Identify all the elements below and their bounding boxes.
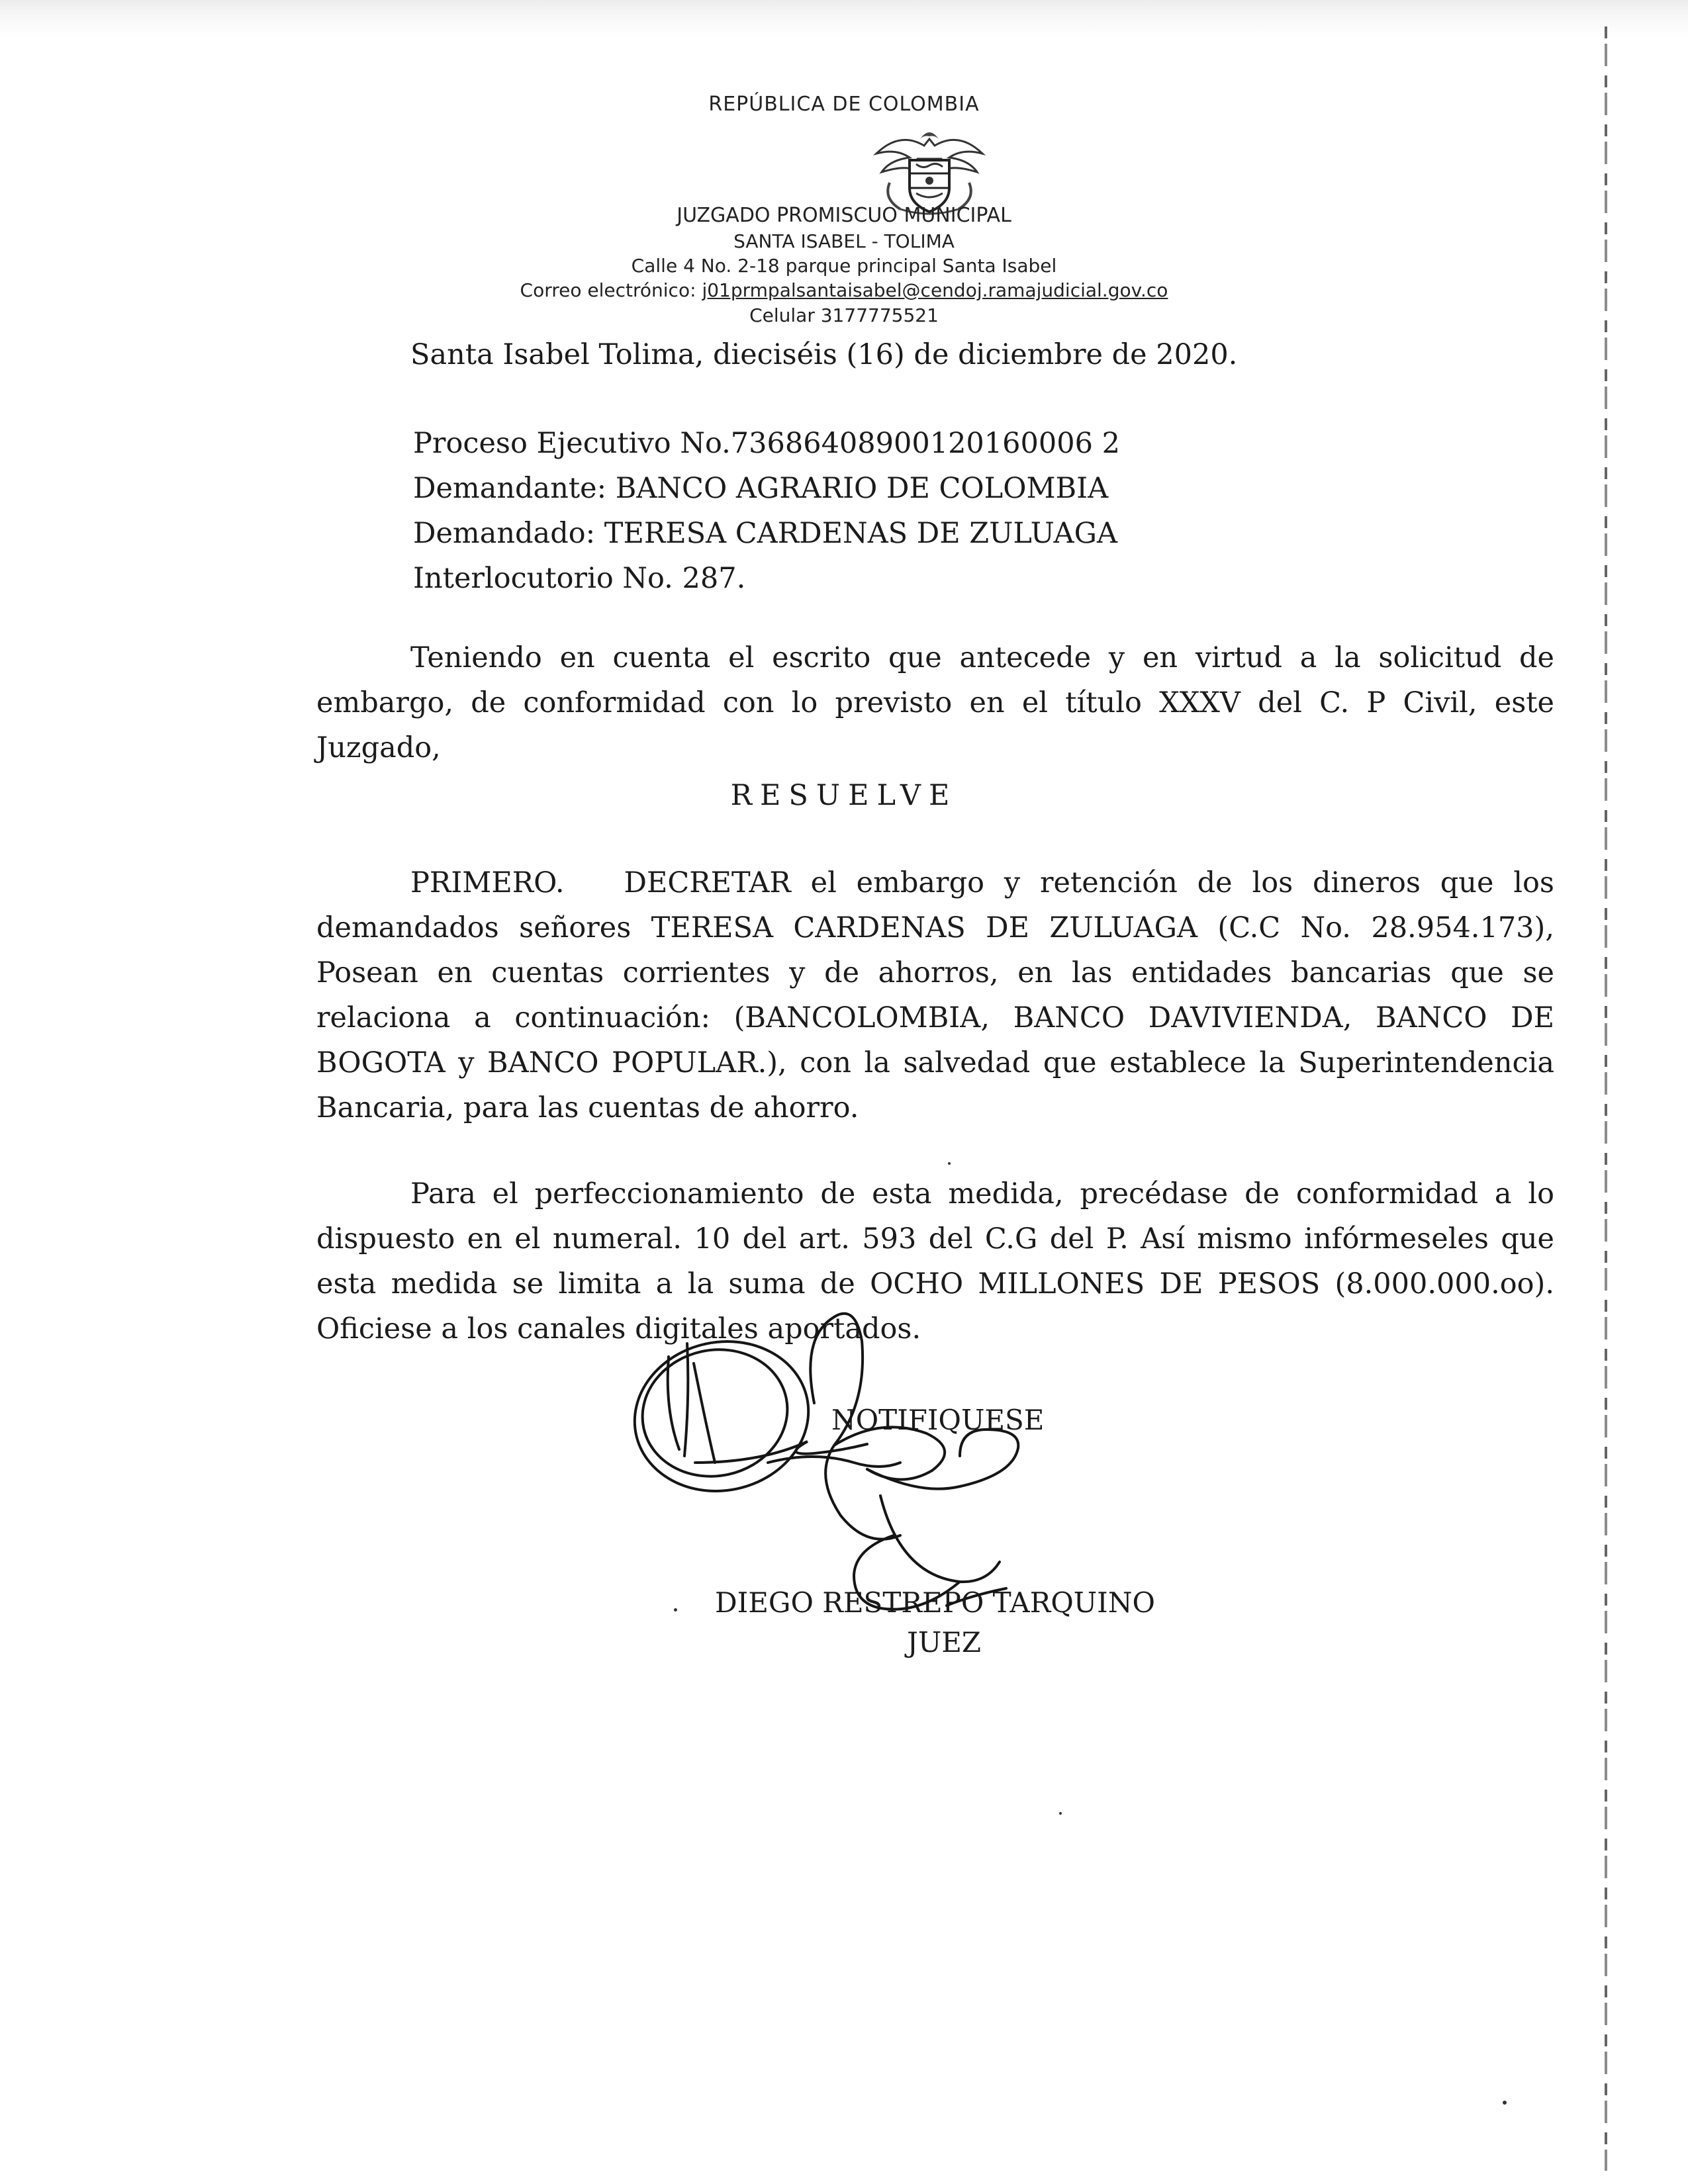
process-number: Proceso Ejecutivo No.73686408900120160006 2: [413, 427, 1120, 460]
first-resolution: [316, 860, 1554, 1130]
second-text: Para el perfeccionamiento de esta medida, precédase de conformidad a lo dispuesto en el numeral. 10 del art. 593 del C.G del P. Así mismo infórmeseles que esta medida se limita a la suma de OCHO MILLONES DE PESOS (8.000.000.oo). Oficiese a los canales digitales aportados.: [316, 1177, 1554, 1345]
scan-speck: [674, 1608, 677, 1612]
scan-speck: [1503, 2101, 1507, 2105]
handwritten-signature: [616, 1297, 1092, 1668]
case-details: [413, 421, 1120, 601]
court-email-line: [0, 279, 1688, 301]
republic-label: REPÚBLICA DE COLOMBIA: [708, 93, 980, 116]
court-phone: Celular 3177775521: [749, 304, 939, 326]
intro-paragraph: [316, 635, 1554, 770]
interlocutory-number: Interlocutorio No. 287.: [413, 562, 746, 595]
court-address: Calle 4 No. 2-18 parque principal Santa Isabel: [631, 255, 1057, 277]
defendant: Demandado: TERESA CARDENAS DE ZULUAGA: [413, 517, 1117, 550]
email-link[interactable]: j01prmpalsantaisabel@cendoj.ramajudicial.gov.co: [702, 279, 1168, 301]
first-text: DECRETAR el embargo y retención de los dineros que los demandados señores TERESA CARDENAS DE ZULUAGA (C.C No. 28.954.173), Posean en cuentas corrientes y de ahorros, en las entidades bancarias que se relaciona a continuación: (BANCOLOMBIA, BANCO DAVIVIENDA, BANCO DE BOGOTA y BANCO POPULAR.), con la salvedad que establece la Superintendencia Bancaria, para las cuentas de ahorro.: [316, 866, 1554, 1124]
scan-right-edge: [1605, 26, 1607, 2171]
scan-speck: [1059, 1812, 1062, 1815]
scan-speck: [948, 1162, 951, 1165]
judge-name: DIEGO RESTREPO TARQUINO: [715, 1586, 1155, 1619]
court-city: SANTA ISABEL - TOLIMA: [733, 230, 955, 252]
resolve-heading: RESUELVE: [730, 779, 958, 812]
email-label: Correo electrónico:: [520, 279, 696, 301]
first-label: PRIMERO.: [410, 866, 565, 899]
notify-label: NOTIFIQUESE: [831, 1404, 1045, 1436]
date-line: Santa Isabel Tolima, dieciséis (16) de diciembre de 2020.: [410, 338, 1238, 371]
court-name: JUZGADO PROMISCUO MUNICIPAL: [677, 204, 1011, 227]
judge-title: JUEZ: [907, 1626, 982, 1659]
plaintiff: Demandante: BANCO AGRARIO DE COLOMBIA: [413, 472, 1109, 505]
intro-text: Teniendo en cuenta el escrito que antecede y en virtud a la solicitud de embargo, de conformidad con lo previsto en el título XXXV del C. P Civil, este Juzgado,: [316, 641, 1554, 764]
scan-top-edge: [0, 0, 1688, 40]
